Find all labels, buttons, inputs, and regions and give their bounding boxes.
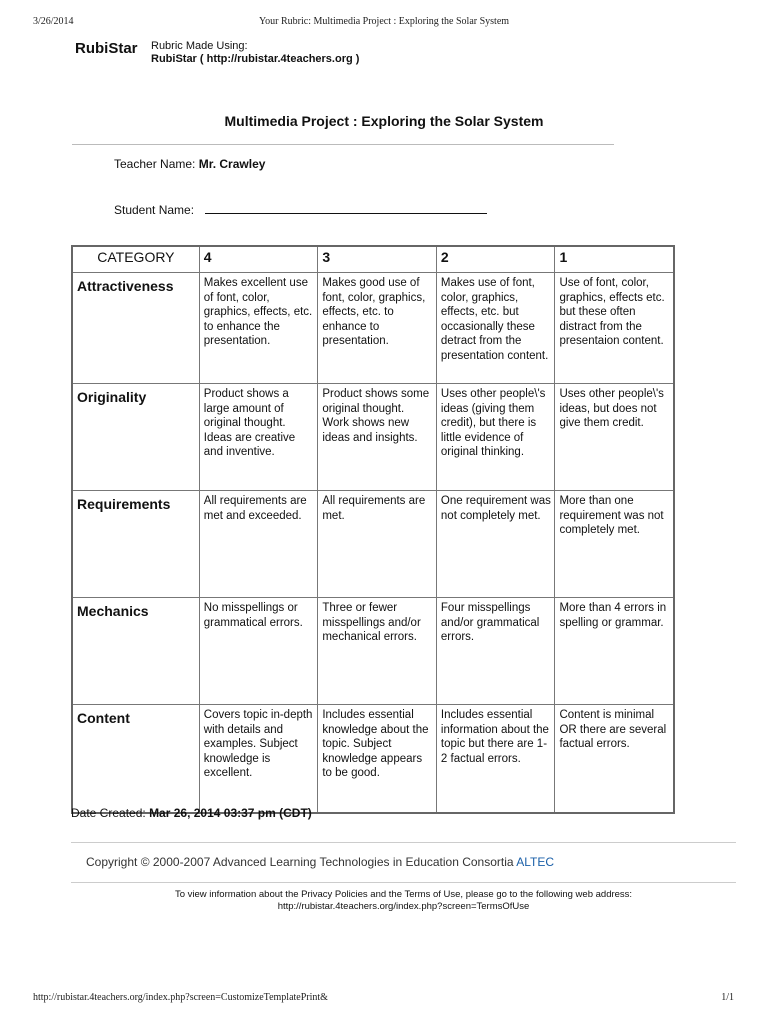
criteria-cell: All requirements are met. [318,491,437,598]
criteria-cell: Covers topic in-depth with details and examples. Subject knowledge is excellent. [199,705,318,814]
header-score-3: 3 [318,246,437,273]
title-divider [72,144,614,145]
criteria-cell: Uses other people\'s ideas (giving them credit), but there is little evidence of original thinking. [436,384,555,491]
date-created-value: Mar 26, 2014 03:37 pm (CDT) [149,806,312,820]
page-number: 1/1 [721,992,734,1003]
altec-link[interactable]: ALTEC [516,855,555,869]
table-header-row [72,246,674,273]
criteria-cell: Makes use of font, color, graphics, effects, etc. but occasionally these detract from the presentation content. [436,273,555,384]
criteria-cell: Makes excellent use of font, color, graphics, effects, etc. to enhance the presentation. [199,273,318,384]
print-url: http://rubistar.4teachers.org/index.php?screen=CustomizeTemplatePrint& [33,992,328,1003]
category-cell: Mechanics [72,598,199,705]
copyright-text: Copyright © 2000-2007 Advanced Learning Technologies in Education Consortia [86,855,514,869]
copyright-notice [86,855,554,869]
teacher-name-value: Mr. Crawley [198,157,266,171]
criteria-cell: Product shows a large amount of original thought. Ideas are creative and inventive. [199,384,318,491]
category-cell: Requirements [72,491,199,598]
category-cell: Attractiveness [72,273,199,384]
header-score-1: 1 [555,246,674,273]
criteria-cell: Three or fewer misspellings and/or mechanical errors. [318,598,437,705]
criteria-cell: One requirement was not completely met. [436,491,555,598]
criteria-cell: Product shows some original thought. Work shows new ideas and insights. [318,384,437,491]
criteria-cell: Makes good use of font, color, graphics, effects, etc. to enhance to presentation. [318,273,437,384]
privacy-text: To view information about the Privacy Policies and the Terms of Use, please go to the following web address: [174,889,633,900]
criteria-cell: Includes essential knowledge about the topic. Subject knowledge appears to be good. [318,705,437,814]
table-row [72,273,674,384]
student-name-row [114,201,487,217]
criteria-cell: Includes essential information about the topic but there are 1-2 factual errors. [436,705,555,814]
table-row [72,598,674,705]
made-using-site: RubiStar ( http://rubistar.4teachers.org ) [151,53,360,65]
table-row [72,384,674,491]
header-category: CATEGORY [72,246,199,273]
date-created-label: Date Created: [71,806,146,820]
rubric-table [71,245,675,814]
brand-logo: RubiStar [75,40,138,57]
terms-url[interactable]: http://rubistar.4teachers.org/index.php?screen=TermsOfUse [277,901,530,912]
header-score-4: 4 [199,246,318,273]
criteria-cell: Four misspellings and/or grammatical errors. [436,598,555,705]
table-row [72,491,674,598]
criteria-cell: More than 4 errors in spelling or grammar. [555,598,674,705]
category-cell: Content [72,705,199,814]
criteria-cell: No misspellings or grammatical errors. [199,598,318,705]
print-date: 3/26/2014 [33,16,74,27]
footer-divider-bottom [71,882,736,883]
category-cell: Originality [72,384,199,491]
footer-divider-top [71,842,736,843]
table-row [72,705,674,814]
made-using [151,40,359,66]
criteria-cell: More than one requirement was not completely met. [555,491,674,598]
criteria-cell: All requirements are met and exceeded. [199,491,318,598]
page-title: Multimedia Project : Exploring the Solar System [224,113,544,129]
print-title: Your Rubric: Multimedia Project : Exploring the Solar System [258,16,510,27]
criteria-cell: Content is minimal OR there are several factual errors. [555,705,674,814]
teacher-name-label: Teacher Name: [114,157,196,171]
student-name-label: Student Name: [114,203,195,217]
privacy-notice [71,889,736,913]
made-using-label: Rubric Made Using: [151,40,248,52]
student-name-line [205,201,487,214]
criteria-cell: Use of font, color, graphics, effects etc. but these often distract from the presentaion content. [555,273,674,384]
date-created-row [71,806,312,820]
teacher-name-row [114,157,265,171]
header-score-2: 2 [436,246,555,273]
criteria-cell: Uses other people\'s ideas, but does not give them credit. [555,384,674,491]
